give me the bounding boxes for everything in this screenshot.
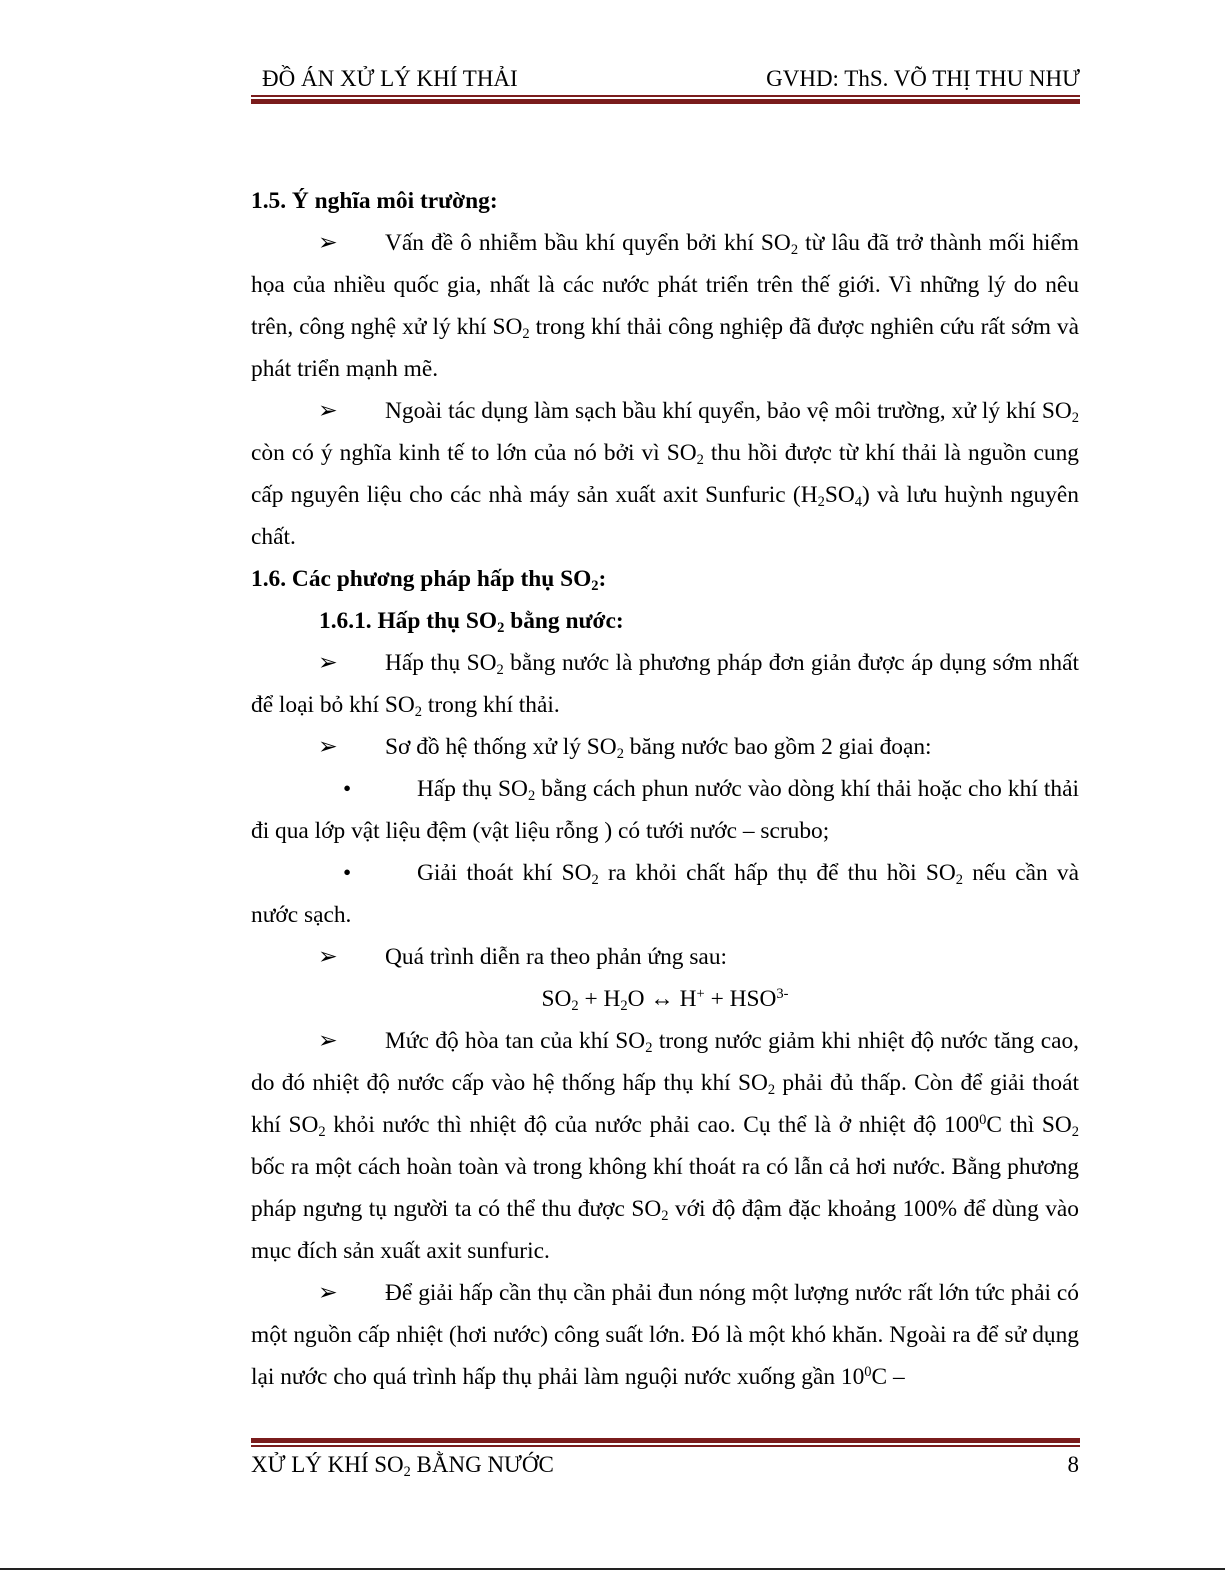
paragraph-solubility: ➢ Mức độ hòa tan của khí $SO_2$ trong nước giảm khi nhiệt độ nước tăng cao, do đó nhiệt độ nước cấp vào hệ thống hấp thụ khí $SO_2$ phải đủ thấp. Còn để giải thoát khí $SO_2$ khỏi nước thì nhiệt độ của nước phải cao. Cụ thể là ở nhiệt độ $100^0C$ thì $SO_2$ bốc ra một cách hoàn toàn và trong không khí thoát ra có lẫn cả hơi nước. Bằng phương pháp ngưng tụ người ta có thể thu được $SO_2$ với độ đậm đặc khoảng 100% để dùng vào mục đích sản xuất axit sunfuric. [251,1020,1079,1272]
paragraph-environmental-significance-1: ➢ Vấn đề ô nhiễm bầu khí quyển bởi khí $SO_2$ từ lâu đã trở thành mối hiểm họa của nhiều quốc gia, nhất là các nước phát triển trên thế giới. Vì những lý do nêu trên, công nghệ xử lý khí $SO_2$ trong khí thải công nghiệp đã được nghiên cứu rất sớm và phát triển mạnh mẽ. [251,222,1079,390]
header-rule [251,95,1080,104]
paragraph-system-diagram: ➢ Sơ đồ hệ thống xử lý $SO_2$ băng nước bao gồm 2 giai đoạn: [251,726,1079,768]
section-1-6-heading: 1.6. Các phương pháp hấp thụ $SO_2$: [251,566,607,595]
arrow-bullet-icon: ➢ [318,734,338,760]
section-1-5-heading: 1.5. Ý nghĩa môi trường: [251,188,498,214]
arrow-bullet-icon: ➢ [318,944,338,970]
arrow-bullet-icon: ➢ [318,1280,338,1306]
header-title: ĐỒ ÁN XỬ LÝ KHÍ THẢI [262,66,518,91]
paragraph-environmental-significance-2: ➢ Ngoài tác dụng làm sạch bầu khí quyển, bảo vệ môi trường, xử lý khí $SO_2$ còn có ý nghĩa kinh tế to lớn của nó bởi vì $SO_2$ thu hồi được từ khí thải là nguồn cung cấp nguyên liệu cho các nhà máy sản xuất axit Sunfuric $(H_2SO_4)$ và lưu huỳnh nguyên chất. [251,390,1079,558]
footer-title: XỬ LÝ KHÍ $SO_2$ BẰNG NƯỚC [251,1452,554,1480]
dot-bullet-icon: • [343,860,352,886]
list-item-stage-1: • Hấp thụ $SO_2$ bằng cách phun nước vào dòng khí thải hoặc cho khí thải đi qua lớp vật liệu đệm (vật liệu rỗng ) có tưới nước – scrubo; [251,768,1079,852]
arrow-bullet-icon: ➢ [318,1028,338,1054]
page-header [262,64,1080,94]
header-supervisor: GVHD: ThS. VÕ THỊ THU NHƯ [766,66,1080,91]
paragraph-water-absorption: ➢ Hấp thụ $SO_2$ bằng nước là phương pháp đơn giản được áp dụng sớm nhất để loại bỏ khí $SO_2$ trong khí thải. [251,642,1079,726]
paragraph-reaction-intro: ➢ Quá trình diễn ra theo phản ứng sau: [251,936,1079,978]
list-item-stage-2: • Giải thoát khí $SO_2$ ra khỏi chất hấp thụ để thu hồi $SO_2$ nếu cần và nước sạch. [251,852,1079,936]
document-body [251,180,1079,1398]
section-1-6-1-heading: 1.6.1. Hấp thụ $SO_2$ bằng nước: [319,608,624,637]
footer-rule [251,1438,1080,1447]
page-number: 8 [1067,1452,1079,1477]
page-bottom-edge [0,1568,1225,1570]
arrow-bullet-icon: ➢ [318,230,338,256]
paragraph-desorption: ➢ Để giải hấp cần thụ cần phải đun nóng một lượng nước rất lớn tức phải có một nguồn cấp nhiệt (hơi nước) công suất lớn. Đó là một khó khăn. Ngoài ra để sử dụng lại nước cho quá trình hấp thụ phải làm nguội nước xuống gần $10^0C$ – [251,1272,1079,1398]
dot-bullet-icon: • [343,776,352,802]
arrow-bullet-icon: ➢ [318,650,338,676]
page-footer [251,1450,1079,1480]
reaction-equation: $SO_2 + H_2O$ ↔ $H^+ + HSO^{3-}$ [541,986,789,1015]
arrow-bullet-icon: ➢ [318,398,338,424]
